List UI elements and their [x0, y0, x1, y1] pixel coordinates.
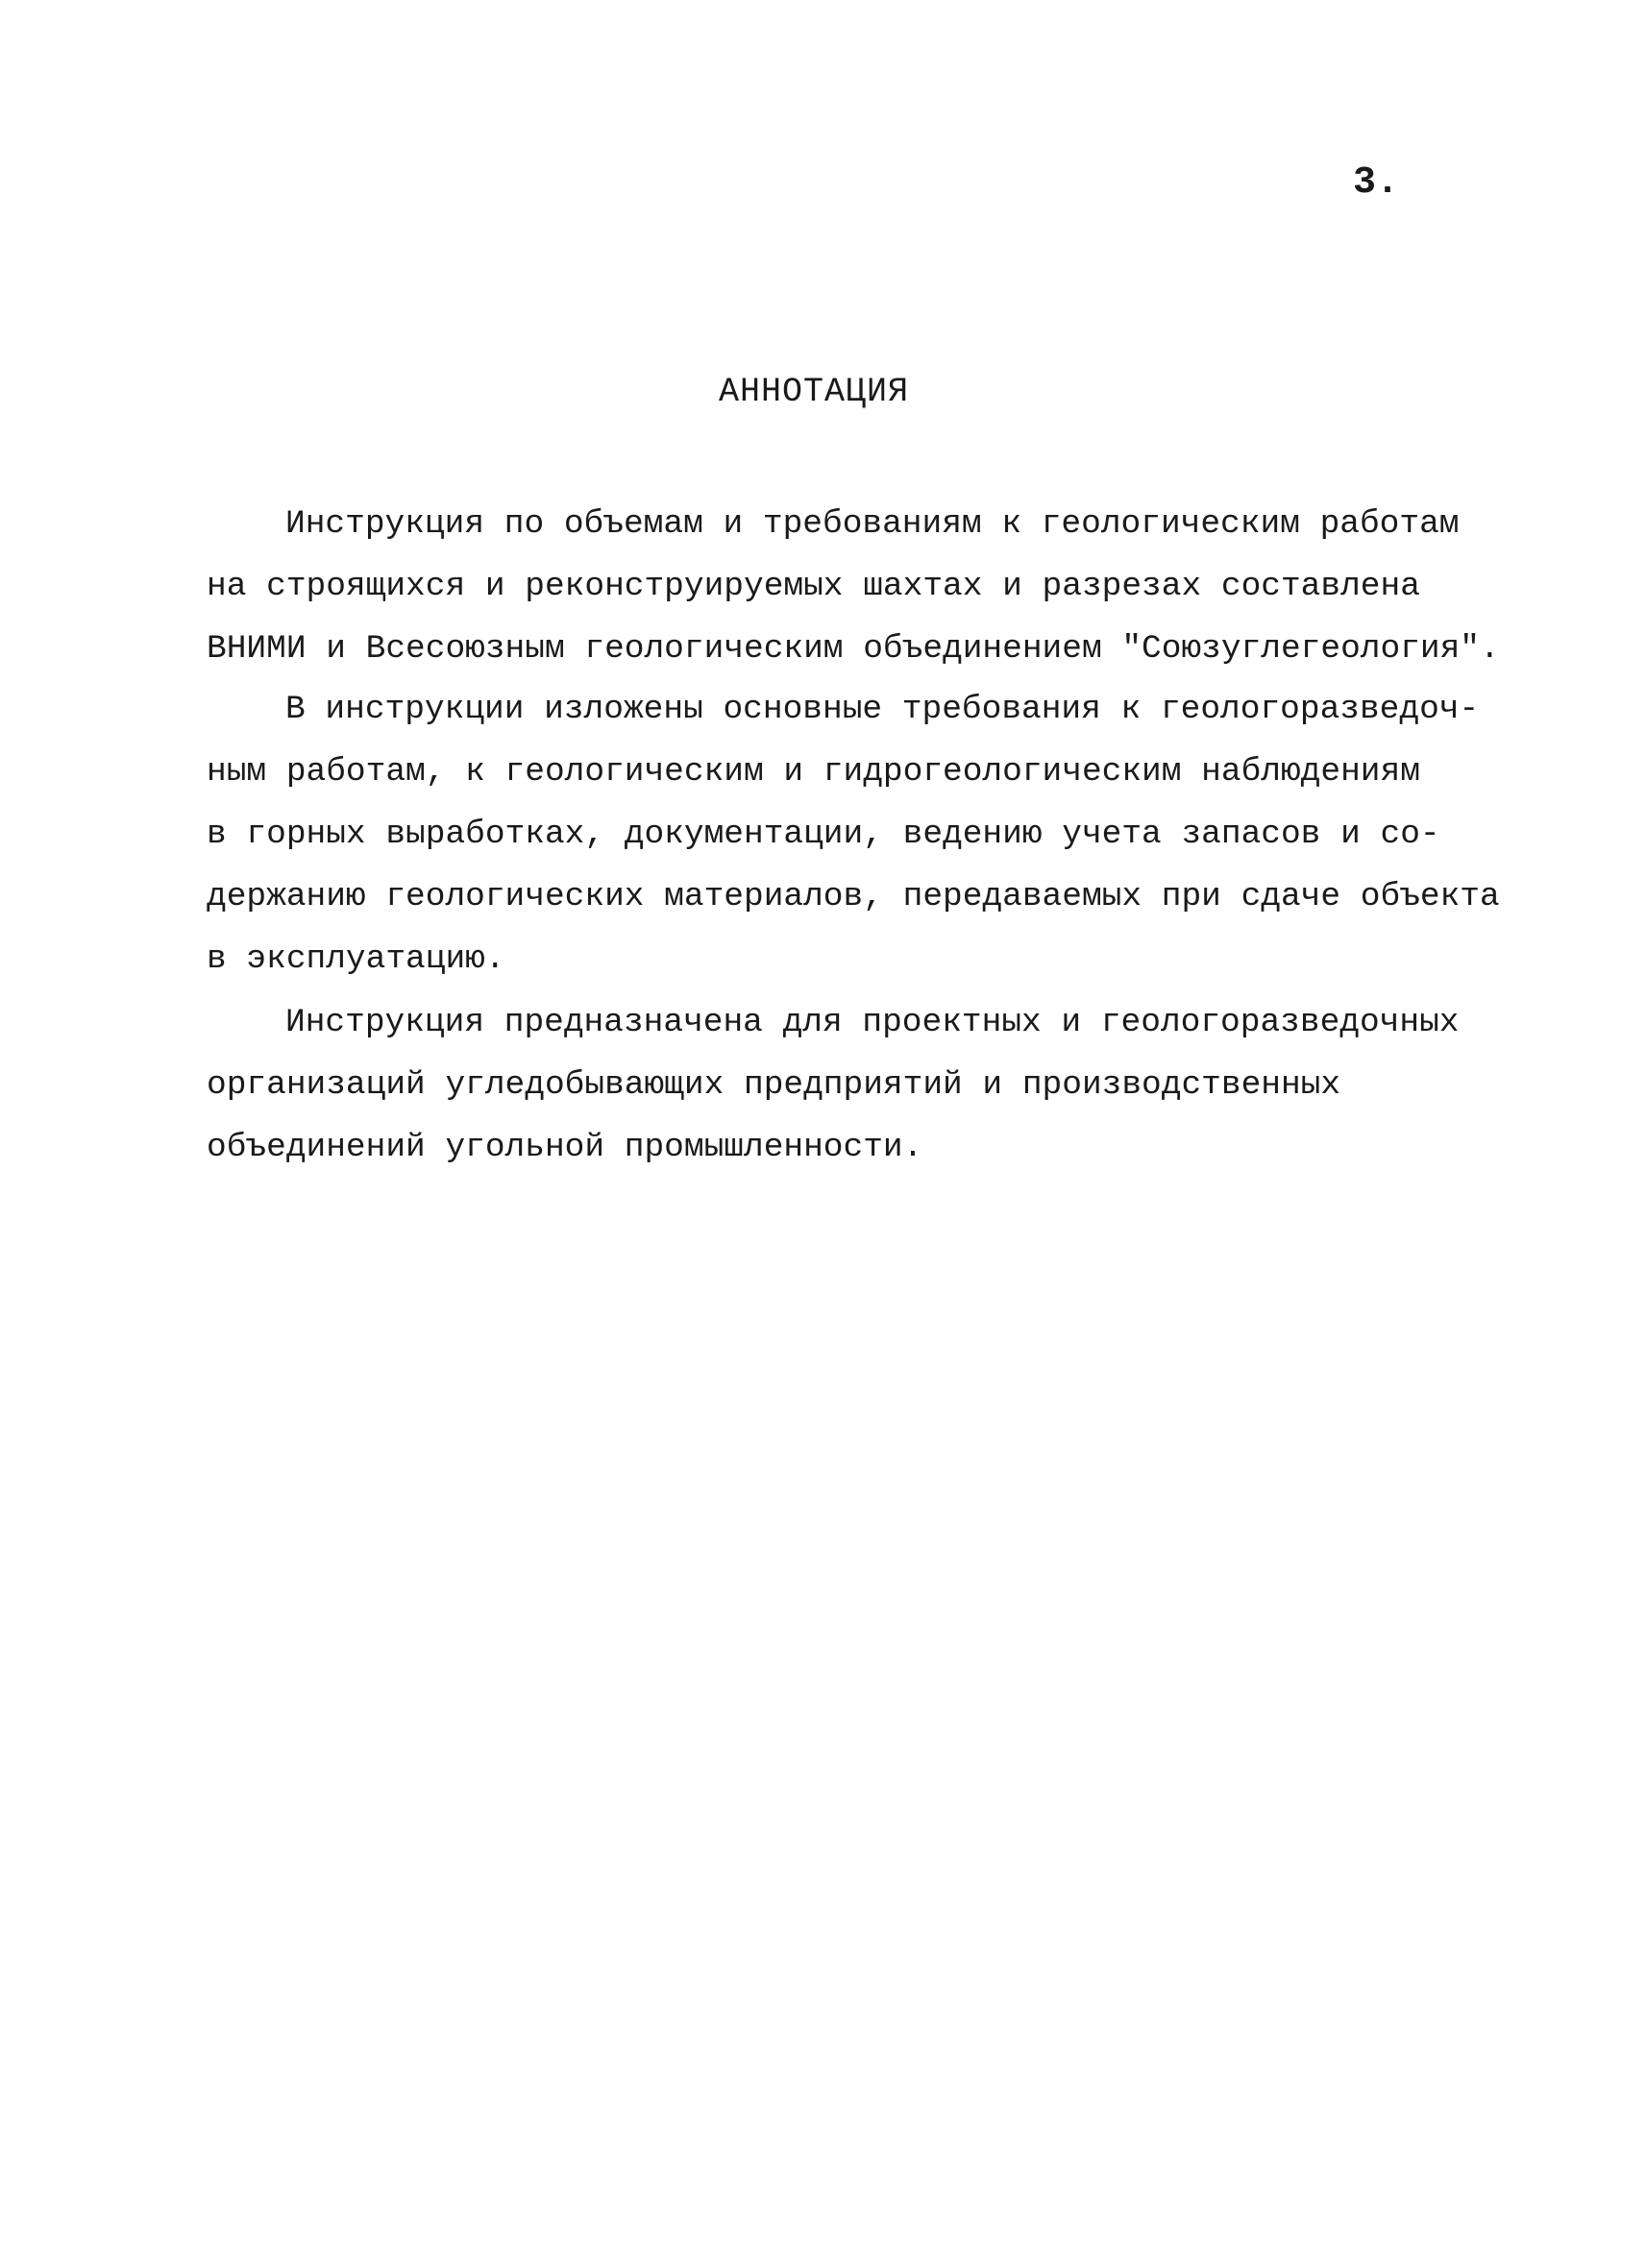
paragraph-line: объединений угольной промышленности. — [207, 1129, 923, 1166]
paragraph-line: организаций угледобывающих предприятий и производственных — [207, 1066, 1341, 1104]
paragraph-line: Инструкция по объемам и требованиям к геологическим работам — [285, 505, 1460, 543]
paragraph-line: ным работам, к геологическим и гидрогеологическим наблюдениям — [207, 753, 1420, 791]
page-number: 3. — [1353, 161, 1400, 205]
paragraph-line: В инструкции изложены основные требования к геологоразведоч- — [285, 691, 1480, 728]
paragraph-1 — [207, 493, 1500, 680]
paragraph-line: на строящихся и реконструируемых шахтах и разрезах составлена — [207, 568, 1420, 605]
paragraph-line: держанию геологических материалов, передаваемых при сдаче объекта — [207, 878, 1500, 915]
paragraph-2 — [207, 678, 1500, 990]
paragraph-line: ВНИМИ и Всесоюзным геологическим объединением "Союзуглегеология". — [207, 630, 1500, 668]
paragraph-line: в эксплуатацию. — [207, 940, 505, 978]
paragraph-line: в горных выработках, документации, ведению учета запасов и со- — [207, 816, 1440, 853]
paragraph-3 — [207, 991, 1460, 1179]
document-title: АННОТАЦИЯ — [719, 373, 910, 411]
paragraph-line: Инструкция предназначена для проектных и геологоразведочных — [285, 1004, 1460, 1041]
